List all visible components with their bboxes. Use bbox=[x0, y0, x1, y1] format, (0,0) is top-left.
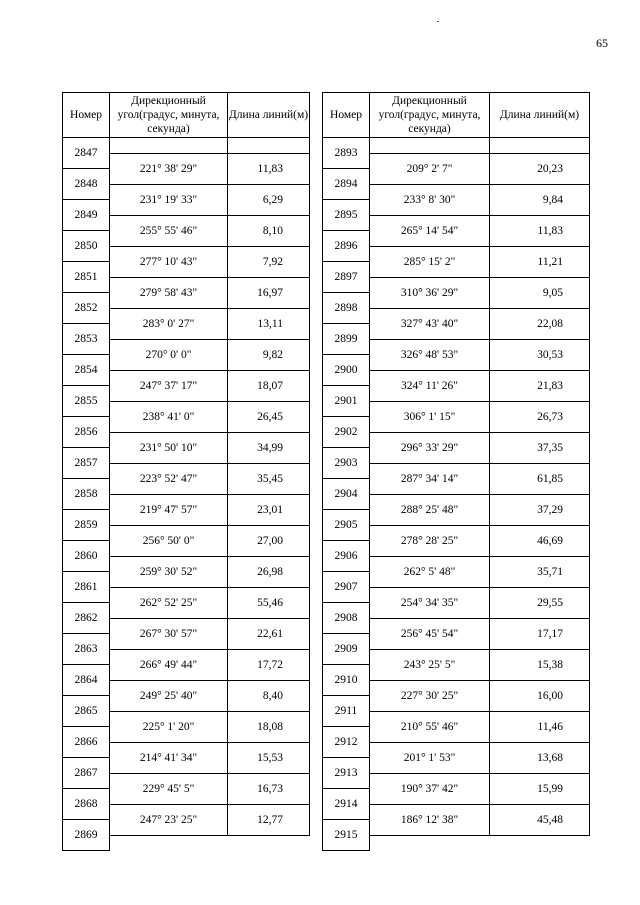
line-length: 30,53 bbox=[490, 339, 590, 370]
empty-cell bbox=[370, 138, 490, 154]
point-number: 2848 bbox=[63, 169, 110, 200]
point-number: 2857 bbox=[63, 448, 110, 479]
header-length: Длина линий(м) bbox=[228, 93, 310, 138]
point-number: 2858 bbox=[63, 479, 110, 510]
direction-angle: 306° 1' 15" bbox=[370, 401, 490, 432]
direction-angle: 247° 37' 17" bbox=[110, 370, 228, 401]
line-length: 16,00 bbox=[490, 680, 590, 711]
point-number: 2900 bbox=[323, 355, 370, 386]
point-number: 2861 bbox=[63, 572, 110, 603]
line-length: 46,69 bbox=[490, 525, 590, 556]
line-length: 29,55 bbox=[490, 587, 590, 618]
direction-angle: 285° 15' 2" bbox=[370, 246, 490, 277]
direction-angle: 265° 14' 54" bbox=[370, 215, 490, 246]
direction-angle: 233° 8' 30" bbox=[370, 184, 490, 215]
coordinates-table-left bbox=[62, 92, 310, 851]
line-length: 26,45 bbox=[228, 401, 310, 432]
line-length: 35,71 bbox=[490, 556, 590, 587]
direction-angle: 255° 55' 46" bbox=[110, 215, 228, 246]
line-length: 21,83 bbox=[490, 370, 590, 401]
line-length: 8,10 bbox=[228, 215, 310, 246]
line-length: 27,00 bbox=[228, 525, 310, 556]
direction-angle: 186° 12' 38" bbox=[370, 804, 490, 835]
point-number: 2894 bbox=[323, 169, 370, 200]
point-number: 2908 bbox=[323, 603, 370, 634]
direction-angle: 296° 33' 29" bbox=[370, 432, 490, 463]
line-length: 15,99 bbox=[490, 773, 590, 804]
line-length: 17,17 bbox=[490, 618, 590, 649]
line-length: 34,99 bbox=[228, 432, 310, 463]
direction-angle: 283° 0' 27" bbox=[110, 308, 228, 339]
line-length: 9,84 bbox=[490, 184, 590, 215]
point-number: 2866 bbox=[63, 727, 110, 758]
point-number: 2853 bbox=[63, 324, 110, 355]
point-number: 2907 bbox=[323, 572, 370, 603]
point-number: 2869 bbox=[63, 820, 110, 851]
line-length: 15,53 bbox=[228, 742, 310, 773]
direction-angle: 278° 28' 25" bbox=[370, 525, 490, 556]
direction-angle: 209° 2' 7" bbox=[370, 153, 490, 184]
line-length: 11,83 bbox=[228, 153, 310, 184]
point-number: 2862 bbox=[63, 603, 110, 634]
point-number: 2906 bbox=[323, 541, 370, 572]
line-length: 35,45 bbox=[228, 463, 310, 494]
line-length: 13,11 bbox=[228, 308, 310, 339]
direction-angle: 238° 41' 0" bbox=[110, 401, 228, 432]
header-number: Номер bbox=[323, 93, 370, 138]
direction-angle: 190° 37' 42" bbox=[370, 773, 490, 804]
direction-angle: 231° 50' 10" bbox=[110, 432, 228, 463]
point-number: 2863 bbox=[63, 634, 110, 665]
line-length: 8,40 bbox=[228, 680, 310, 711]
empty-cell bbox=[490, 138, 590, 154]
header-angle: Дирекционный угол(градус, минута, секунда) bbox=[370, 93, 490, 138]
table-row bbox=[63, 138, 310, 154]
point-number: 2913 bbox=[323, 758, 370, 789]
line-length: 18,07 bbox=[228, 370, 310, 401]
line-length: 9,82 bbox=[228, 339, 310, 370]
direction-angle: 327° 43' 40" bbox=[370, 308, 490, 339]
header-number: Номер bbox=[63, 93, 110, 138]
point-number: 2851 bbox=[63, 262, 110, 293]
direction-angle: 247° 23' 25" bbox=[110, 804, 228, 835]
scan-speck bbox=[437, 21, 439, 22]
point-number: 2909 bbox=[323, 634, 370, 665]
point-number: 2899 bbox=[323, 324, 370, 355]
point-number: 2914 bbox=[323, 789, 370, 820]
point-number: 2910 bbox=[323, 665, 370, 696]
empty-cell bbox=[110, 138, 228, 154]
direction-angle: 310° 36' 29" bbox=[370, 277, 490, 308]
line-length: 23,01 bbox=[228, 494, 310, 525]
point-number: 2854 bbox=[63, 355, 110, 386]
direction-angle: 287° 34' 14" bbox=[370, 463, 490, 494]
direction-angle: 249° 25' 40" bbox=[110, 680, 228, 711]
point-number: 2860 bbox=[63, 541, 110, 572]
line-length: 55,46 bbox=[228, 587, 310, 618]
point-number: 2912 bbox=[323, 727, 370, 758]
line-length: 18,08 bbox=[228, 711, 310, 742]
direction-angle: 259° 30' 52" bbox=[110, 556, 228, 587]
line-length: 26,73 bbox=[490, 401, 590, 432]
direction-angle: 221° 38' 29" bbox=[110, 153, 228, 184]
table-row bbox=[323, 138, 590, 154]
direction-angle: 270° 0' 0" bbox=[110, 339, 228, 370]
direction-angle: 277° 10' 43" bbox=[110, 246, 228, 277]
direction-angle: 254° 34' 35" bbox=[370, 587, 490, 618]
direction-angle: 227° 30' 25" bbox=[370, 680, 490, 711]
line-length: 22,61 bbox=[228, 618, 310, 649]
point-number: 2895 bbox=[323, 200, 370, 231]
direction-angle: 326° 48' 53" bbox=[370, 339, 490, 370]
line-length: 22,08 bbox=[490, 308, 590, 339]
coordinates-table-right bbox=[322, 92, 590, 851]
point-number: 2855 bbox=[63, 386, 110, 417]
point-number: 2903 bbox=[323, 448, 370, 479]
direction-angle: 210° 55' 46" bbox=[370, 711, 490, 742]
line-length: 20,23 bbox=[490, 153, 590, 184]
direction-angle: 256° 45' 54" bbox=[370, 618, 490, 649]
point-number: 2868 bbox=[63, 789, 110, 820]
point-number: 2902 bbox=[323, 417, 370, 448]
direction-angle: 229° 45' 5" bbox=[110, 773, 228, 804]
line-length: 16,73 bbox=[228, 773, 310, 804]
line-length: 16,97 bbox=[228, 277, 310, 308]
line-length: 37,35 bbox=[490, 432, 590, 463]
direction-angle: 267° 30' 57" bbox=[110, 618, 228, 649]
line-length: 13,68 bbox=[490, 742, 590, 773]
line-length: 11,83 bbox=[490, 215, 590, 246]
point-number: 2864 bbox=[63, 665, 110, 696]
point-number: 2850 bbox=[63, 231, 110, 262]
point-number: 2905 bbox=[323, 510, 370, 541]
point-number: 2847 bbox=[63, 138, 110, 169]
point-number: 2852 bbox=[63, 293, 110, 324]
point-number: 2856 bbox=[63, 417, 110, 448]
point-number: 2849 bbox=[63, 200, 110, 231]
direction-angle: 256° 50' 0" bbox=[110, 525, 228, 556]
direction-angle: 288° 25' 48" bbox=[370, 494, 490, 525]
line-length: 15,38 bbox=[490, 649, 590, 680]
direction-angle: 223° 52' 47" bbox=[110, 463, 228, 494]
empty-cell bbox=[228, 138, 310, 154]
direction-angle: 201° 1' 53" bbox=[370, 742, 490, 773]
header-angle: Дирекционный угол(градус, минута, секунда) bbox=[110, 93, 228, 138]
point-number: 2904 bbox=[323, 479, 370, 510]
point-number: 2867 bbox=[63, 758, 110, 789]
line-length: 11,21 bbox=[490, 246, 590, 277]
line-length: 11,46 bbox=[490, 711, 590, 742]
point-number: 2865 bbox=[63, 696, 110, 727]
direction-angle: 231° 19' 33" bbox=[110, 184, 228, 215]
line-length: 12,77 bbox=[228, 804, 310, 835]
line-length: 26,98 bbox=[228, 556, 310, 587]
point-number: 2859 bbox=[63, 510, 110, 541]
header-length: Длина линий(м) bbox=[490, 93, 590, 138]
point-number: 2897 bbox=[323, 262, 370, 293]
point-number: 2896 bbox=[323, 231, 370, 262]
direction-angle: 225° 1' 20" bbox=[110, 711, 228, 742]
direction-angle: 266° 49' 44" bbox=[110, 649, 228, 680]
line-length: 17,72 bbox=[228, 649, 310, 680]
line-length: 9,05 bbox=[490, 277, 590, 308]
direction-angle: 262° 5' 48" bbox=[370, 556, 490, 587]
line-length: 37,29 bbox=[490, 494, 590, 525]
direction-angle: 262° 52' 25" bbox=[110, 587, 228, 618]
direction-angle: 243° 25' 5" bbox=[370, 649, 490, 680]
line-length: 6,29 bbox=[228, 184, 310, 215]
point-number: 2911 bbox=[323, 696, 370, 727]
direction-angle: 219° 47' 57" bbox=[110, 494, 228, 525]
line-length: 7,92 bbox=[228, 246, 310, 277]
line-length: 61,85 bbox=[490, 463, 590, 494]
direction-angle: 214° 41' 34" bbox=[110, 742, 228, 773]
point-number: 2893 bbox=[323, 138, 370, 169]
direction-angle: 279° 58' 43" bbox=[110, 277, 228, 308]
point-number: 2898 bbox=[323, 293, 370, 324]
direction-angle: 324° 11' 26" bbox=[370, 370, 490, 401]
line-length: 45,48 bbox=[490, 804, 590, 835]
point-number: 2901 bbox=[323, 386, 370, 417]
point-number: 2915 bbox=[323, 820, 370, 851]
page-number: 65 bbox=[596, 36, 608, 50]
